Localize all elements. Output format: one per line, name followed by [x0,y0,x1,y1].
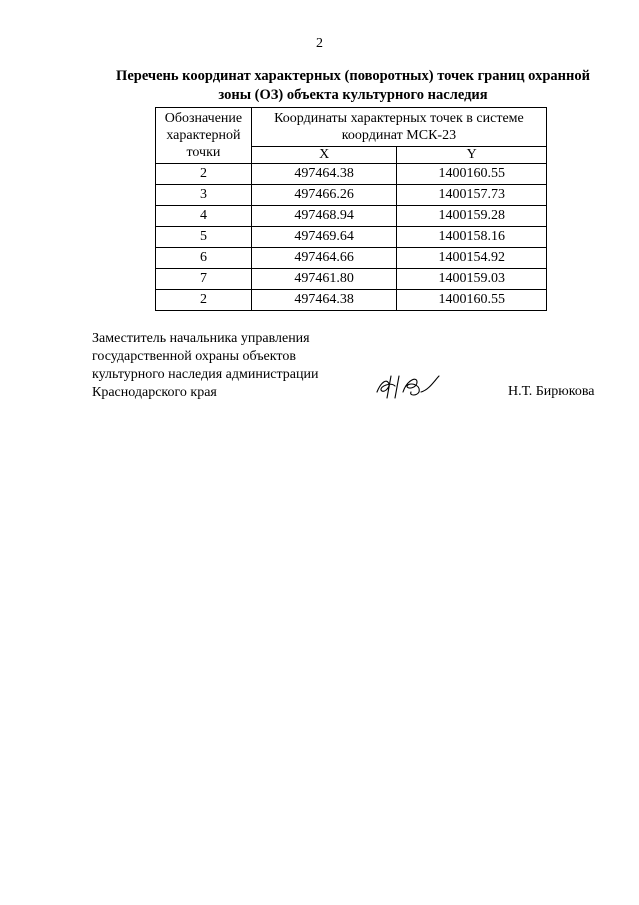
document-title [98,67,608,105]
y-cell: 1400159.28 [397,206,547,227]
table-row [156,227,547,248]
point-cell: 7 [156,269,252,290]
coordinates-table [155,107,547,311]
x-cell: 497461.80 [251,269,397,290]
header-y: Y [397,147,547,164]
table-row [156,185,547,206]
x-cell: 497468.94 [251,206,397,227]
signatory-position [92,330,319,402]
signer-name: Н.Т. Бирюкова [508,384,595,399]
point-cell: 2 [156,164,252,185]
header-coordinate-system: Координаты характерных точек в системе координат МСК-23 [251,108,546,147]
y-cell: 1400157.73 [397,185,547,206]
table-row [156,248,547,269]
point-cell: 5 [156,227,252,248]
table-row [156,290,547,311]
y-cell: 1400154.92 [397,248,547,269]
point-cell: 4 [156,206,252,227]
table-row [156,164,547,185]
point-cell: 6 [156,248,252,269]
x-cell: 497466.26 [251,185,397,206]
x-cell: 497469.64 [251,227,397,248]
y-cell: 1400160.55 [397,290,547,311]
document-title-line-1: Перечень координат характерных (поворотных) точек границ охранной [116,68,590,84]
signatory-position-line-3: культурного наследия администрации [92,367,319,382]
y-cell: 1400160.55 [397,164,547,185]
point-cell: 3 [156,185,252,206]
signatory-position-line-4: Краснодарского края [92,385,217,400]
x-cell: 497464.66 [251,248,397,269]
table-row [156,206,547,227]
signatory-position-line-2: государственной охраны объектов [92,349,296,364]
handwritten-signature [373,370,453,400]
table-row [156,269,547,290]
x-cell: 497464.38 [251,290,397,311]
document-title-line-2: зоны (ОЗ) объекта культурного наследия [218,87,488,103]
y-cell: 1400158.16 [397,227,547,248]
y-cell: 1400159.03 [397,269,547,290]
signatory-position-line-1: Заместитель начальника управления [92,331,310,346]
header-point-designation: Обозначение характерной точки [156,108,252,164]
page-number: 2 [316,36,323,51]
point-cell: 2 [156,290,252,311]
header-x: X [251,147,397,164]
x-cell: 497464.38 [251,164,397,185]
